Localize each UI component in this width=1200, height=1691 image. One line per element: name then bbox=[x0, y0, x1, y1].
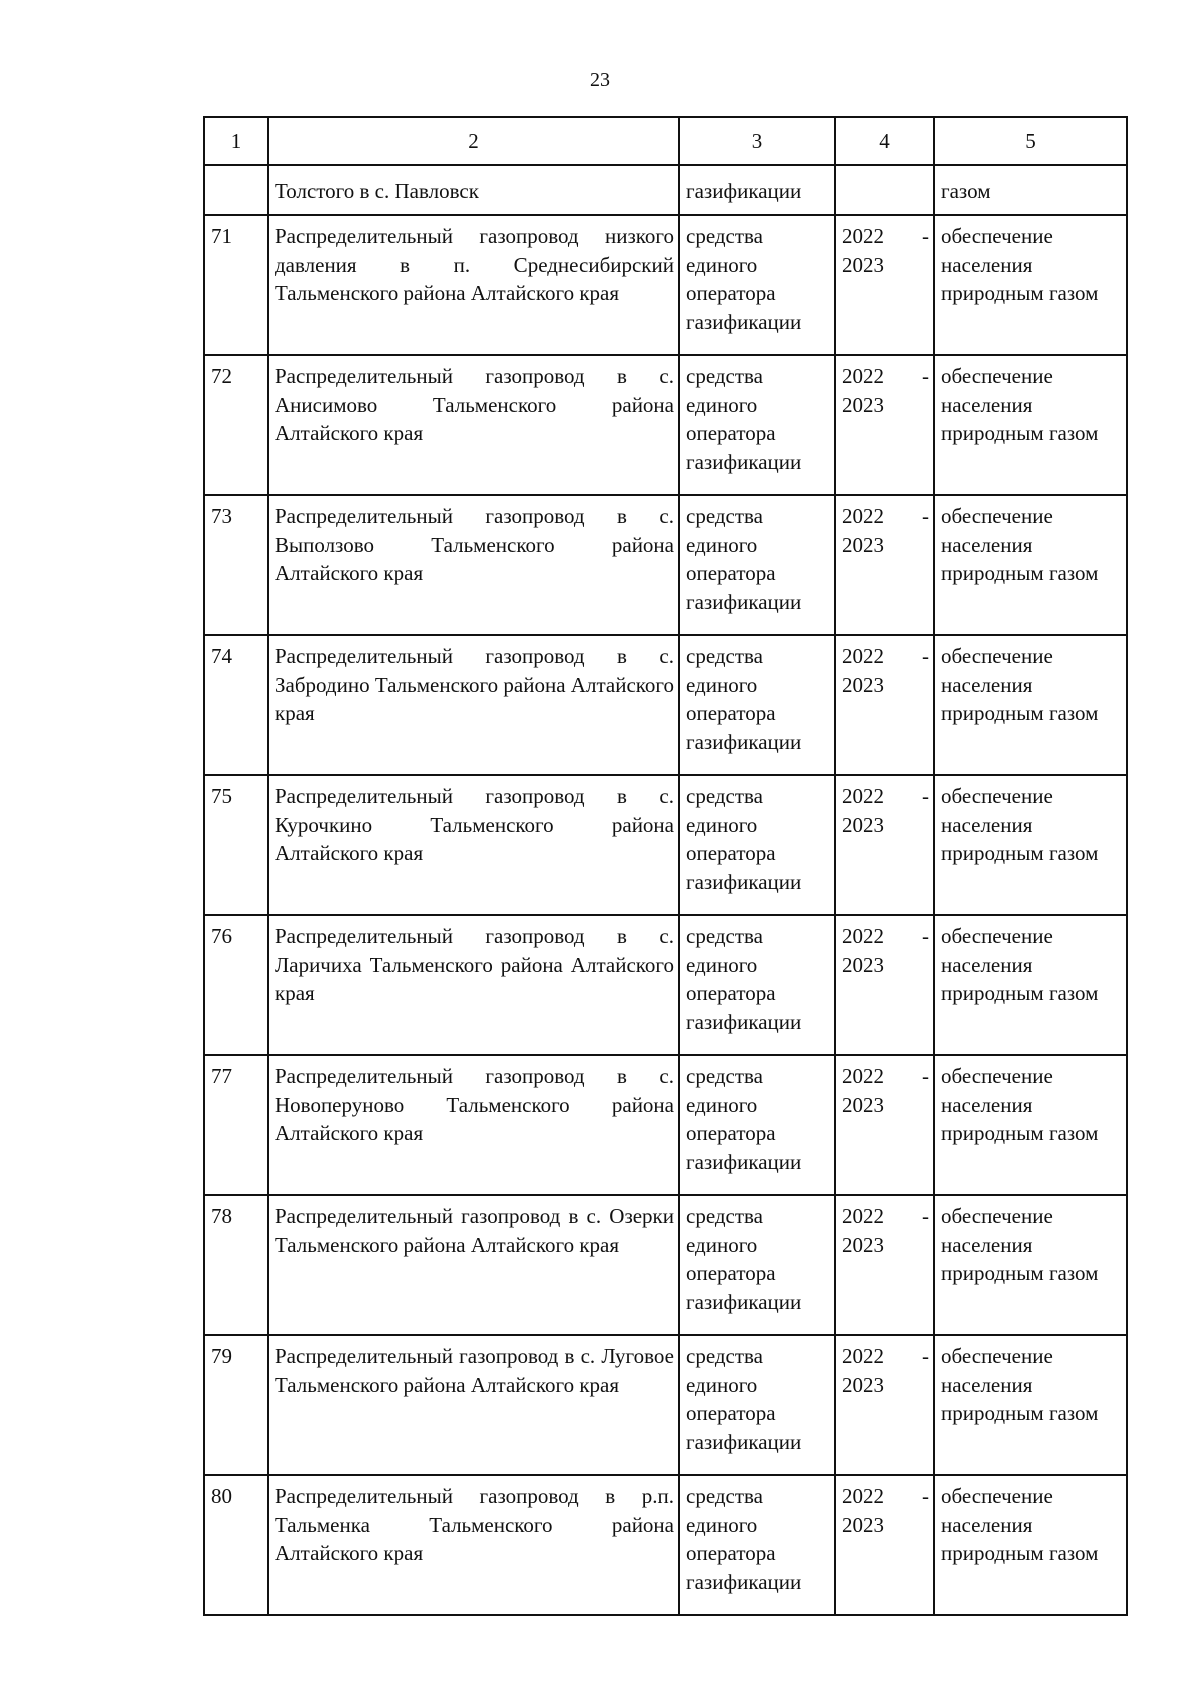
year-to: 2023 bbox=[842, 672, 884, 697]
funding-source: средства единого оператора газификации bbox=[679, 355, 835, 495]
purpose: обеспечение населения природным газом bbox=[934, 1055, 1127, 1195]
column-header: 2 bbox=[268, 117, 679, 165]
purpose: обеспечение населения природным газом bbox=[934, 495, 1127, 635]
implementation-years bbox=[835, 165, 934, 215]
table-row bbox=[204, 1475, 1127, 1615]
object-name: Распределительный газопровод в с. Выползово Тальменского района Алтайского края bbox=[268, 495, 679, 635]
year-from: 2022 bbox=[842, 1064, 884, 1088]
purpose: обеспечение населения природным газом bbox=[934, 1335, 1127, 1475]
funding-source: средства единого оператора газификации bbox=[679, 1055, 835, 1195]
year-dash: - bbox=[922, 1344, 929, 1368]
row-number: 80 bbox=[204, 1475, 268, 1615]
row-number: 75 bbox=[204, 775, 268, 915]
row-number: 73 bbox=[204, 495, 268, 635]
year-to: 2023 bbox=[842, 1092, 884, 1117]
column-header: 5 bbox=[934, 117, 1127, 165]
table-row bbox=[204, 915, 1127, 1055]
year-dash: - bbox=[922, 1204, 929, 1228]
year-from: 2022 bbox=[842, 644, 884, 668]
row-number: 72 bbox=[204, 355, 268, 495]
year-dash: - bbox=[922, 784, 929, 808]
funding-source: средства единого оператора газификации bbox=[679, 1475, 835, 1615]
funding-source: средства единого оператора газификации bbox=[679, 775, 835, 915]
funding-source: газификации bbox=[679, 165, 835, 215]
year-to: 2023 bbox=[842, 1372, 884, 1397]
year-from: 2022 bbox=[842, 784, 884, 808]
year-from: 2022 bbox=[842, 1484, 884, 1508]
year-from: 2022 bbox=[842, 224, 884, 248]
year-to: 2023 bbox=[842, 1512, 884, 1537]
funding-source: средства единого оператора газификации bbox=[679, 215, 835, 355]
funding-source: средства единого оператора газификации bbox=[679, 635, 835, 775]
table-row bbox=[204, 215, 1127, 355]
row-number: 79 bbox=[204, 1335, 268, 1475]
year-to: 2023 bbox=[842, 812, 884, 837]
year-from: 2022 bbox=[842, 1344, 884, 1368]
implementation-years bbox=[835, 1335, 934, 1475]
table-header-row bbox=[204, 117, 1127, 165]
year-from: 2022 bbox=[842, 504, 884, 528]
implementation-years bbox=[835, 1055, 934, 1195]
funding-source: средства единого оператора газификации bbox=[679, 915, 835, 1055]
year-from: 2022 bbox=[842, 924, 884, 948]
row-number: 76 bbox=[204, 915, 268, 1055]
year-dash: - bbox=[922, 924, 929, 948]
funding-source: средства единого оператора газификации bbox=[679, 1195, 835, 1335]
object-name: Распределительный газопровод в с. Ларичиха Тальменского района Алтайского края bbox=[268, 915, 679, 1055]
table-row bbox=[204, 355, 1127, 495]
column-header: 1 bbox=[204, 117, 268, 165]
implementation-years bbox=[835, 915, 934, 1055]
continuation-row bbox=[204, 165, 1127, 215]
table-row bbox=[204, 1335, 1127, 1475]
row-number: 74 bbox=[204, 635, 268, 775]
object-name: Распределительный газопровод в с. Курочкино Тальменского района Алтайского края bbox=[268, 775, 679, 915]
funding-source: средства единого оператора газификации bbox=[679, 495, 835, 635]
year-to: 2023 bbox=[842, 392, 884, 417]
purpose: обеспечение населения природным газом bbox=[934, 775, 1127, 915]
row-number: 78 bbox=[204, 1195, 268, 1335]
object-name: Распределительный газопровод в р.п. Тальменка Тальменского района Алтайского края bbox=[268, 1475, 679, 1615]
object-name: Толстого в с. Павловск bbox=[268, 165, 679, 215]
year-dash: - bbox=[922, 364, 929, 388]
object-name: Распределительный газопровод в с. Анисимово Тальменского района Алтайского края bbox=[268, 355, 679, 495]
purpose: обеспечение населения природным газом bbox=[934, 215, 1127, 355]
implementation-years bbox=[835, 215, 934, 355]
table-row bbox=[204, 635, 1127, 775]
table-row bbox=[204, 1195, 1127, 1335]
year-dash: - bbox=[922, 224, 929, 248]
table-row bbox=[204, 775, 1127, 915]
purpose: обеспечение населения природным газом bbox=[934, 355, 1127, 495]
year-from: 2022 bbox=[842, 1204, 884, 1228]
year-dash: - bbox=[922, 1484, 929, 1508]
year-to: 2023 bbox=[842, 1232, 884, 1257]
table-row bbox=[204, 495, 1127, 635]
purpose: обеспечение населения природным газом bbox=[934, 915, 1127, 1055]
year-dash: - bbox=[922, 644, 929, 668]
funding-source: средства единого оператора газификации bbox=[679, 1335, 835, 1475]
purpose: обеспечение населения природным газом bbox=[934, 1475, 1127, 1615]
year-to: 2023 bbox=[842, 952, 884, 977]
column-header: 3 bbox=[679, 117, 835, 165]
table-row bbox=[204, 1055, 1127, 1195]
purpose: газом bbox=[934, 165, 1127, 215]
object-name: Распределительный газопровод в с. Озерки Тальменского района Алтайского края bbox=[268, 1195, 679, 1335]
object-name: Распределительный газопровод в с. Новоперуново Тальменского района Алтайского края bbox=[268, 1055, 679, 1195]
purpose: обеспечение населения природным газом bbox=[934, 1195, 1127, 1335]
object-name: Распределительный газопровод низкого давления в п. Среднесибирский Тальменского района Алтайского края bbox=[268, 215, 679, 355]
implementation-years bbox=[835, 355, 934, 495]
implementation-years bbox=[835, 635, 934, 775]
row-number bbox=[204, 165, 268, 215]
year-dash: - bbox=[922, 504, 929, 528]
row-number: 71 bbox=[204, 215, 268, 355]
implementation-years bbox=[835, 1195, 934, 1335]
object-name: Распределительный газопровод в с. Луговое Тальменского района Алтайского края bbox=[268, 1335, 679, 1475]
object-name: Распределительный газопровод в с. Забродино Тальменского района Алтайского края bbox=[268, 635, 679, 775]
column-header: 4 bbox=[835, 117, 934, 165]
year-dash: - bbox=[922, 1064, 929, 1088]
implementation-years bbox=[835, 775, 934, 915]
year-to: 2023 bbox=[842, 532, 884, 557]
page-number: 23 bbox=[590, 69, 610, 91]
gasification-table bbox=[203, 116, 1128, 1616]
implementation-years bbox=[835, 1475, 934, 1615]
year-to: 2023 bbox=[842, 252, 884, 277]
purpose: обеспечение населения природным газом bbox=[934, 635, 1127, 775]
row-number: 77 bbox=[204, 1055, 268, 1195]
implementation-years bbox=[835, 495, 934, 635]
year-from: 2022 bbox=[842, 364, 884, 388]
